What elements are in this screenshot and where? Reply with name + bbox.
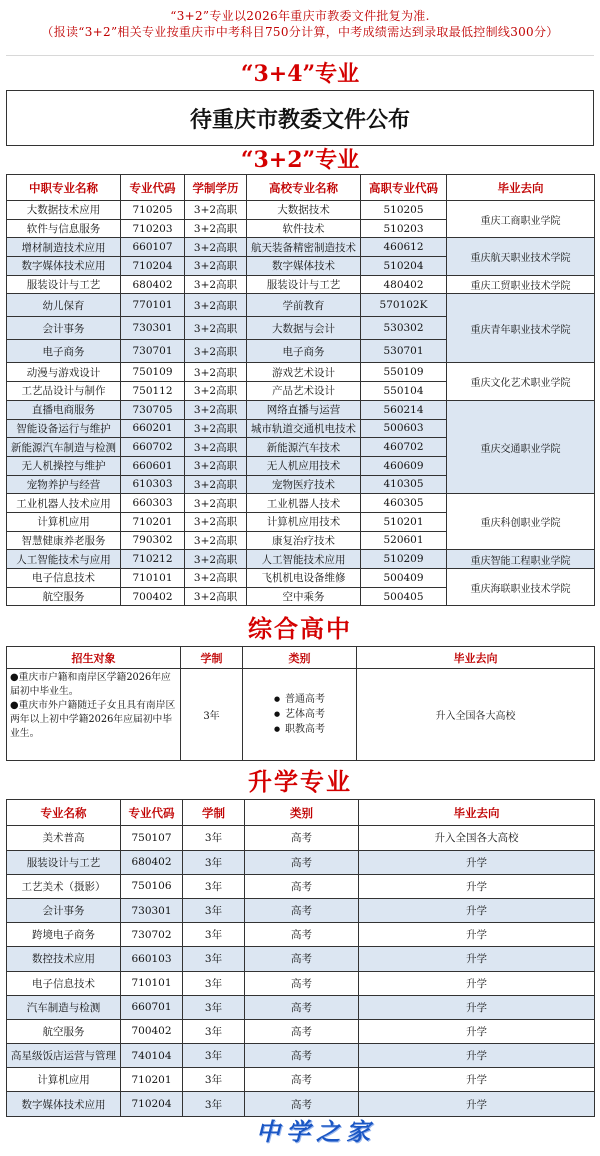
cell: 500409 (361, 569, 447, 588)
cell: 660702 (121, 438, 185, 457)
cell: 3年 (183, 947, 245, 971)
cell: 服装设计与工艺 (7, 275, 121, 294)
header-cell: 专业代码 (121, 800, 183, 826)
cell: 高考 (245, 898, 359, 922)
table-row (7, 1019, 595, 1043)
cell: 升学 (359, 1092, 595, 1116)
cell: 730301 (121, 898, 183, 922)
cell: 高考 (245, 947, 359, 971)
cell: 航空服务 (7, 1019, 121, 1043)
cell: 3年 (183, 923, 245, 947)
cell: 3+2高职 (185, 512, 247, 531)
destination-cell: 升入全国各大高校 (357, 669, 595, 761)
cell: 520601 (361, 531, 447, 550)
cell: 升学 (359, 898, 595, 922)
cell: 500603 (361, 419, 447, 438)
cell: 升学 (359, 971, 595, 995)
cell: 动漫与游戏设计 (7, 363, 121, 382)
cell: 3+2高职 (185, 257, 247, 276)
destination-cell: 重庆工贸职业技术学院 (447, 275, 595, 294)
target-item: ●重庆市外户籍随迁子女且具有南岸区两年以上初中学籍2026年应届初中毕业生。 (10, 700, 176, 740)
cell: 新能源汽车制造与检测 (7, 438, 121, 457)
cell: 3+2高职 (185, 340, 247, 363)
cell: 升学 (359, 923, 595, 947)
table-row (7, 947, 595, 971)
cell: 730705 (121, 400, 185, 419)
cell: 智慧健康养老服务 (7, 531, 121, 550)
cell: 数字媒体技术应用 (7, 1092, 121, 1116)
cell: 电子信息技术 (7, 971, 121, 995)
cell: 高考 (245, 1019, 359, 1043)
cell: 3年 (183, 1068, 245, 1092)
cell: 学前教育 (247, 294, 361, 317)
cell: 无人机操控与维护 (7, 456, 121, 475)
cell: 无人机应用技术 (247, 456, 361, 475)
cell: 增材制造技术应用 (7, 238, 121, 257)
section-34-pending-box: 待重庆市教委文件公布 (6, 90, 594, 146)
cell: 510204 (361, 257, 447, 276)
header-cell: 学制 (183, 800, 245, 826)
cell: 730702 (121, 923, 183, 947)
cell: 高考 (245, 995, 359, 1019)
cell: 3年 (183, 995, 245, 1019)
cell: 飞机机电设备维修 (247, 569, 361, 588)
table-header (7, 647, 595, 669)
cell: 3+2高职 (185, 531, 247, 550)
table-row (7, 669, 595, 761)
table-header (7, 800, 595, 826)
target-cell (7, 669, 181, 761)
category-cell (243, 669, 357, 761)
cell: 工业机器人技术应用 (7, 494, 121, 513)
cell: 升入全国各大高校 (359, 826, 595, 850)
cell: 工艺品设计与制作 (7, 382, 121, 401)
cell: 750112 (121, 382, 185, 401)
cell: 3年 (183, 826, 245, 850)
destination-cell: 重庆智能工程职业学院 (447, 550, 595, 569)
header-cell: 学制 (181, 647, 243, 669)
table-row (7, 923, 595, 947)
header-cell: 高职专业代码 (361, 175, 447, 201)
cell: 730301 (121, 317, 185, 340)
cell: 3+2高职 (185, 317, 247, 340)
watermark-logo: 中学之家 (256, 1117, 376, 1146)
cell: 740104 (121, 1044, 183, 1068)
cell: 530302 (361, 317, 447, 340)
cell: 710212 (121, 550, 185, 569)
notice (0, 0, 600, 40)
cell: 750107 (121, 826, 183, 850)
cell: 3年 (183, 1044, 245, 1068)
cell: 服装设计与工艺 (247, 275, 361, 294)
cell: 升学 (359, 850, 595, 874)
cell: 大数据与会计 (247, 317, 361, 340)
cell: 汽车制造与检测 (7, 995, 121, 1019)
section-shengxue-title: 升学专业 (248, 767, 352, 797)
cell: 660103 (121, 947, 183, 971)
cell: 550109 (361, 363, 447, 382)
table-row (7, 400, 595, 419)
cell: 770101 (121, 294, 185, 317)
cell: 电子商务 (247, 340, 361, 363)
cell: 大数据技术应用 (7, 201, 121, 220)
cell: 3+2高职 (185, 294, 247, 317)
cell: 700402 (121, 587, 185, 606)
cell: 3年 (183, 1092, 245, 1116)
cell: 510203 (361, 219, 447, 238)
header-cell: 中职专业名称 (7, 175, 121, 201)
cell: 新能源汽车技术 (247, 438, 361, 457)
category-item: ● 普通高考 (274, 692, 325, 707)
cell: 460305 (361, 494, 447, 513)
destination-cell: 重庆工商职业学院 (447, 201, 595, 238)
cell: 工艺美术（摄影） (7, 874, 121, 898)
cell: 电子信息技术 (7, 569, 121, 588)
table-row (7, 294, 595, 317)
cell: 电子商务 (7, 340, 121, 363)
header-cell: 专业代码 (121, 175, 185, 201)
destination-cell: 重庆交通职业学院 (447, 400, 595, 493)
category-item: ● 艺体高考 (274, 707, 325, 722)
cell: 3+2高职 (185, 201, 247, 220)
cell: 航天装备精密制造技术 (247, 238, 361, 257)
cell: 计算机应用 (7, 512, 121, 531)
cell: 700402 (121, 1019, 183, 1043)
cell: 直播电商服务 (7, 400, 121, 419)
cell: 数字媒体技术应用 (7, 257, 121, 276)
table-row (7, 494, 595, 513)
cell: 城市轨道交通机电技术 (247, 419, 361, 438)
cell: 660601 (121, 456, 185, 475)
cell: 人工智能技术应用 (247, 550, 361, 569)
destination-cell: 重庆海联职业技术学院 (447, 569, 595, 606)
cell: 网络直播与运营 (247, 400, 361, 419)
cell: 3年 (183, 971, 245, 995)
cell: 数控技术应用 (7, 947, 121, 971)
cell: 3+2高职 (185, 363, 247, 382)
cell: 460609 (361, 456, 447, 475)
cell: 610303 (121, 475, 185, 494)
section-34-title: “3+4”专业 (240, 61, 360, 87)
cell: 710101 (121, 971, 183, 995)
cell: 460612 (361, 238, 447, 257)
cell: 游戏艺术设计 (247, 363, 361, 382)
header-cell: 毕业去向 (357, 647, 595, 669)
cell: 工业机器人技术 (247, 494, 361, 513)
cell: 宠物医疗技术 (247, 475, 361, 494)
table-3plus2 (6, 174, 595, 606)
cell: 空中乘务 (247, 587, 361, 606)
cell: 幼儿保育 (7, 294, 121, 317)
cell: 3+2高职 (185, 550, 247, 569)
table-row (7, 238, 595, 257)
cell: 710203 (121, 219, 185, 238)
table-row (7, 898, 595, 922)
cell: 570102K (361, 294, 447, 317)
cell: 3+2高职 (185, 238, 247, 257)
category-item: ● 职教高考 (274, 722, 325, 737)
cell: 升学 (359, 1068, 595, 1092)
cell: 710204 (121, 1092, 183, 1116)
cell: 数字媒体技术 (247, 257, 361, 276)
cell: 康复治疗技术 (247, 531, 361, 550)
cell: 高考 (245, 1068, 359, 1092)
table-row (7, 971, 595, 995)
cell: 3+2高职 (185, 419, 247, 438)
destination-cell: 重庆航天职业技术学院 (447, 238, 595, 275)
cell: 高考 (245, 850, 359, 874)
cell: 3年 (183, 850, 245, 874)
cell: 高星级饭店运营与管理 (7, 1044, 121, 1068)
cell: 升学 (359, 947, 595, 971)
cell: 680402 (121, 850, 183, 874)
cell: 560214 (361, 400, 447, 419)
cell: 航空服务 (7, 587, 121, 606)
cell: 3+2高职 (185, 494, 247, 513)
cell: 大数据技术 (247, 201, 361, 220)
category-list (274, 692, 325, 737)
cell: 660201 (121, 419, 185, 438)
table-row (7, 826, 595, 850)
cell: 3+2高职 (185, 475, 247, 494)
table-row (7, 874, 595, 898)
cell: 3+2高职 (185, 219, 247, 238)
divider (6, 44, 594, 56)
cell: 3年 (183, 1019, 245, 1043)
cell: 3+2高职 (185, 382, 247, 401)
cell: 高考 (245, 874, 359, 898)
notice-line-2: （报读“3+2”相关专业按重庆市中考科目750分计算，中考成绩需达到录取最低控制线300分） (41, 25, 559, 39)
table-header (7, 175, 595, 201)
cell: 计算机应用技术 (247, 512, 361, 531)
table-row (7, 550, 595, 569)
cell: 高考 (245, 826, 359, 850)
cell: 510201 (361, 512, 447, 531)
cell: 660701 (121, 995, 183, 1019)
section-32-title: “3+2”专业 (240, 147, 360, 173)
header-cell: 招生对象 (7, 647, 181, 669)
cell: 升学 (359, 1019, 595, 1043)
cell: 710205 (121, 201, 185, 220)
cell: 710101 (121, 569, 185, 588)
header-cell: 类别 (243, 647, 357, 669)
cell: 3+2高职 (185, 587, 247, 606)
cell: 3+2高职 (185, 400, 247, 419)
cell: 410305 (361, 475, 447, 494)
cell: 升学 (359, 995, 595, 1019)
table-row (7, 1068, 595, 1092)
cell: 750109 (121, 363, 185, 382)
cell: 产品艺术设计 (247, 382, 361, 401)
cell: 510209 (361, 550, 447, 569)
cell: 660107 (121, 238, 185, 257)
cell: 790302 (121, 531, 185, 550)
destination-cell: 重庆科创职业学院 (447, 494, 595, 550)
table-row (7, 201, 595, 220)
cell: 软件与信息服务 (7, 219, 121, 238)
cell: 升学 (359, 1044, 595, 1068)
table-row (7, 275, 595, 294)
cell: 软件技术 (247, 219, 361, 238)
header-cell: 专业名称 (7, 800, 121, 826)
cell: 跨境电子商务 (7, 923, 121, 947)
cell: 美术普高 (7, 826, 121, 850)
cell: 计算机应用 (7, 1068, 121, 1092)
cell: 500405 (361, 587, 447, 606)
cell: 3+2高职 (185, 456, 247, 475)
cell: 3+2高职 (185, 569, 247, 588)
cell: 高考 (245, 923, 359, 947)
header-cell: 学制学历 (185, 175, 247, 201)
table-row (7, 850, 595, 874)
table-comprehensive (6, 646, 595, 761)
cell: 3年 (183, 898, 245, 922)
duration-cell: 3年 (181, 669, 243, 761)
cell: 会计事务 (7, 317, 121, 340)
cell: 3+2高职 (185, 438, 247, 457)
cell: 3+2高职 (185, 275, 247, 294)
cell: 高考 (245, 971, 359, 995)
cell: 710201 (121, 1068, 183, 1092)
cell: 510205 (361, 201, 447, 220)
section-zonghe-title: 综合高中 (248, 614, 352, 644)
header-cell: 高校专业名称 (247, 175, 361, 201)
cell: 680402 (121, 275, 185, 294)
cell: 升学 (359, 874, 595, 898)
header-cell: 毕业去向 (359, 800, 595, 826)
table-row (7, 363, 595, 382)
table-row (7, 995, 595, 1019)
cell: 智能设备运行与维护 (7, 419, 121, 438)
target-item: ●重庆市户籍和南岸区学籍2026年应届初中毕业生。 (10, 672, 171, 698)
cell: 710201 (121, 512, 185, 531)
cell: 宠物养护与经营 (7, 475, 121, 494)
cell: 会计事务 (7, 898, 121, 922)
cell: 530701 (361, 340, 447, 363)
notice-line-1: “3+2”专业以2026年重庆市教委文件批复为准. (170, 9, 430, 23)
destination-cell: 重庆文化艺术职业学院 (447, 363, 595, 400)
cell: 460702 (361, 438, 447, 457)
header-cell: 类别 (245, 800, 359, 826)
cell: 710204 (121, 257, 185, 276)
cell: 服装设计与工艺 (7, 850, 121, 874)
cell: 人工智能技术与应用 (7, 550, 121, 569)
table-further-study (6, 799, 595, 1116)
destination-cell: 重庆青年职业技术学院 (447, 294, 595, 363)
cell: 3年 (183, 874, 245, 898)
table-row (7, 1044, 595, 1068)
cell: 550104 (361, 382, 447, 401)
header-cell: 毕业去向 (447, 175, 595, 201)
cell: 高考 (245, 1044, 359, 1068)
cell: 660303 (121, 494, 185, 513)
cell: 高考 (245, 1092, 359, 1116)
cell: 480402 (361, 275, 447, 294)
table-row (7, 569, 595, 588)
cell: 730701 (121, 340, 185, 363)
cell: 750106 (121, 874, 183, 898)
